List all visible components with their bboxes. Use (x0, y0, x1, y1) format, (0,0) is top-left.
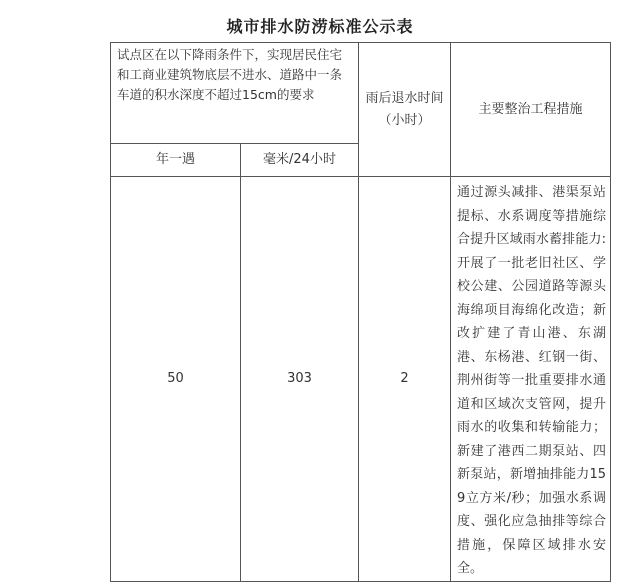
drain-time-value: 2 (359, 177, 451, 582)
drain-time-header: 雨后退水时间（小时） (359, 43, 451, 177)
return-period-value: 50 (111, 177, 241, 582)
table-header-row (111, 43, 611, 144)
table-row (111, 177, 611, 582)
drainage-standard-table (110, 42, 611, 582)
measures-text: 通过源头减排、港渠泵站提标、水系调度等措施综合提升区域雨水蓄排能力:开展了一批老旧社区、学校公建、公园道路等源头海绵项目海绵化改造；新改扩建了青山港、东湖港、东杨港、红钢一街、荆州街等一批重要排水通道和区域次支管网，提升雨水的收集和转输能力；新建了港西二期泵站、四新泵站，新增抽排能力159立方米/秒；加强水系调度、强化应急抽排等综合措施，保障区域排水安全。 (451, 177, 611, 582)
measures-header: 主要整治工程措施 (451, 43, 611, 177)
rainfall-value: 303 (241, 177, 359, 582)
page-title: 城市排水防涝标准公示表 (226, 17, 414, 36)
return-period-header: 年一遇 (111, 144, 241, 177)
rainfall-header: 毫米/24小时 (241, 144, 359, 177)
rain-condition-header: 试点区在以下降雨条件下，实现居民住宅和工商业建筑物底层不进水、道路中一条车道的积水深度不超过15cm的要求 (111, 43, 359, 144)
